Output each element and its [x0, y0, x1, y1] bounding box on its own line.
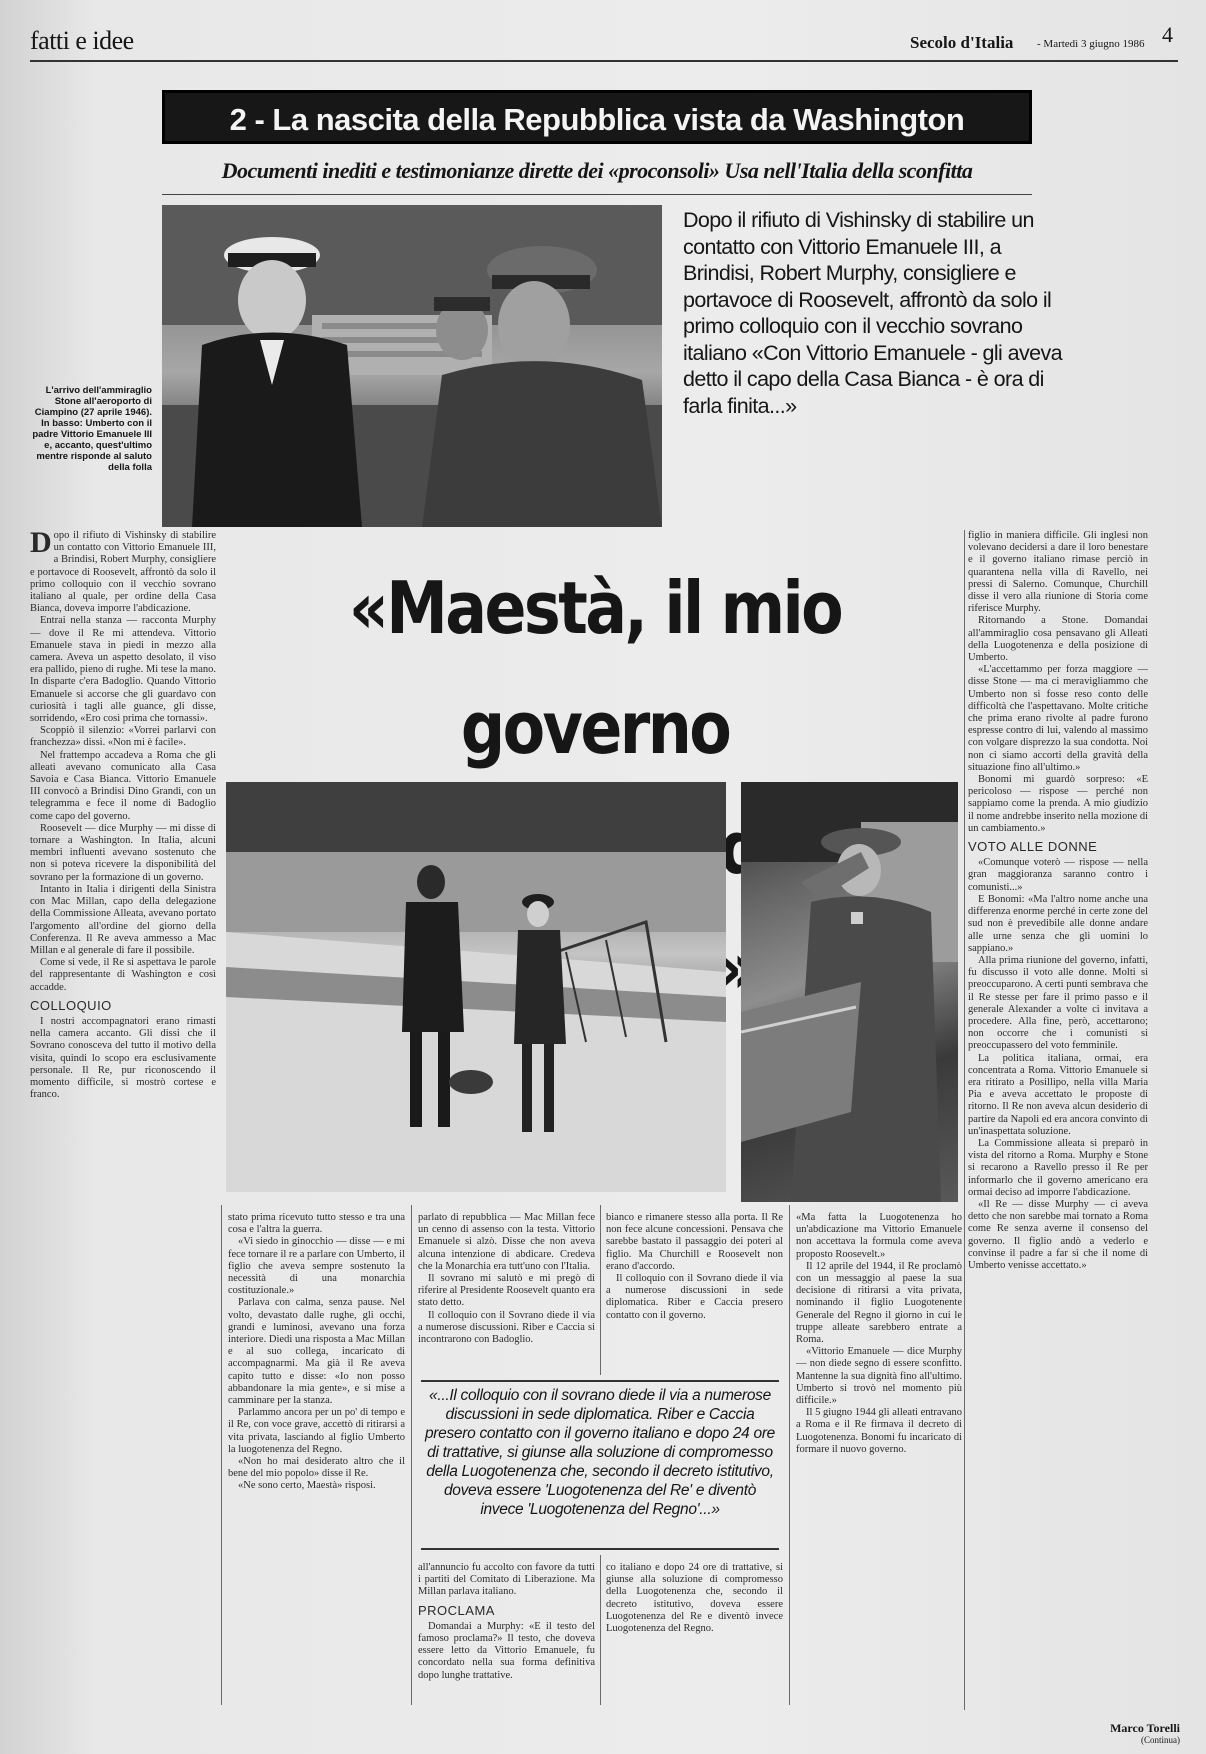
column-b1-text-b: «Vi siedo in ginocchio — disse — e mi fece tornare il re a parlare con Umberto, il figlio che aveva sempre sostenuto la necessità di una monarchia costituzionale.»: [228, 1236, 405, 1297]
pull-quote: «...Il colloquio con il sovrano diede il via a numerose discussioni in sede diplomatica. Riber e Caccia presero contatto con il governo italiano e dopo 24 ore di trattative, si giunse alla soluzione di compromesso della Luogotenenza che, secondo il decreto istitutivo, doveva essere 'Luogotenenza del Re' e diventò invece 'Luogotenenza del Regno'...»: [421, 1380, 779, 1550]
column-b3b-text-a: co italiano e dopo 24 ore di trattative, si giunse alla soluzione di compromesso della Luogotenenza che, secondo il decreto istitutivo, doveva essere Luogotenenza del Re e diventò invece Luogotenenza del Regno.: [606, 1562, 783, 1635]
column-right-text-c: «L'accettammo per forza maggiore — disse Stone — ma ci meravigliammo che Umberto non si fosse reso conto delle difficoltà che l'aspettavano. Molte critiche che prima erano rivolte al padre furono espresse contro di lui, valendo al massimo con volgare disprezzo la sua condotta. Noi non ci siamo accorti della gravità della situazione fino all'ultimo.»: [968, 664, 1148, 773]
article-column-bottom-3: [606, 1212, 783, 1372]
column-b2b-text-a: all'annuncio fu accolto con favore da tutti i partiti del Comitato di Liberazione. Ma Millan parlava italiano.: [418, 1562, 595, 1598]
photo-admiral-stone: [162, 205, 662, 527]
article-column-bottom-2: [418, 1212, 595, 1372]
column-b1-text-f: «Ne sono certo, Maestà» risposi.: [238, 1480, 376, 1492]
column-left-text-b: Entrai nella stanza — racconta Murphy — dove il Re mi attendeva. Vittorio Emanuele stava in piedi in mezzo alla camera. Aveva un aspetto desolato, il viso era pallido, pieno di rughe. Mi tese la mano. In disparte c'era Badoglio. Quando Vittorio Emanuele si accorse che gli guardavo con curiosità i tagli alle guance, gli disse, sorridendo, «Ero così prima che tornassi».: [30, 615, 216, 725]
column-rule: [789, 1205, 790, 1705]
column-right-text-f: E Bonomi: «Ma l'altro nome anche una differenza enorme perché in certe zone del sud non è prevedibile alle donne andare alle urne senza che gli uomini lo sappiano.»: [968, 893, 1148, 954]
series-banner: 2 - La nascita della Repubblica vista da Washington: [162, 90, 1032, 144]
column-b2b-text-b: Domandai a Murphy: «E il testo del famoso proclama?» Il testo, che doveva essere letto da Vittorio Emanuele, fu concordato nella sua forma definitiva dopo lunghe trattative.: [418, 1620, 595, 1681]
subhead-colloquio: COLLOQUIO: [30, 997, 112, 1013]
column-b1-text-a: stato prima ricevuto tutto stesso e tra una cosa e l'altra la guerra.: [228, 1212, 405, 1236]
article-column-bottom-2b: [418, 1562, 595, 1707]
drop-cap: D: [30, 530, 52, 559]
column-left-text-d: Nel frattempo accadeva a Roma che gli alleati avevano comunicato alla Casa Savoia e Casa Bianca. Vittorio Emanuele III convocò a Brindisi Dino Grandi, con un telegramma e fece il nome di Badoglio come capo del governo.: [30, 749, 216, 822]
author-signature: Marco Torelli: [1110, 1721, 1180, 1735]
article-column-right: [968, 530, 1148, 1695]
column-rule: [600, 1555, 601, 1705]
column-b4-text-c: «Vittorio Emanuele — dice Murphy — non diede segno di essere sconfitto. Mantenne la sua dignità fino all'ultimo. Umberto si trovò nel momento più difficile.»: [796, 1346, 962, 1407]
column-left-text-e: Roosevelt — dice Murphy — mi disse di tornare a Washington. In Italia, alcuni membri influenti avevano sostenuto che non si poteva ricevere la disponibilità del sovrano per la formazione di un governo.: [30, 822, 216, 883]
deck-rule: [162, 194, 1032, 195]
photo-king-and-umberto-illustration: [226, 782, 726, 1192]
column-right-text-d: Bonomi mi guardò sorpreso: «E pericoloso — rispose — perché non sappiamo come la prenda. A mio giudizio il nome andrebbe inserito nella mozione di un cambiamento.»: [968, 774, 1148, 834]
column-b1-text-e: «Non ho mai desiderato altro che il bene del mio popolo» disse il Re.: [228, 1456, 405, 1480]
column-right-text-h: La politica italiana, ormai, era concentrata a Roma. Vittorio Emanuele si era ritirato a Posillipo, nella villa Maria Pia e aveva accettato le proposte di ritorno. Il Re non aveva alcun desiderio di partire da Napoli ed era ancora convinto di un'inaspettata soluzione.: [968, 1052, 1148, 1137]
section-title: fatti e idee: [30, 26, 134, 55]
column-right-text-i: La Commissione alleata si preparò in vista del ritorno a Roma. Murphy e Stone si recarono a Ravello presso il Re per informarlo che il governo americano era ormai deciso ad imporre l'abdicazione.: [968, 1137, 1148, 1198]
column-b2-text-c: Il colloquio con il Sovrano diede il via a numerose discussioni. Riber e Caccia si incontrarono con Badoglio.: [418, 1309, 595, 1346]
publication-date: - Martedì 3 giugno 1986: [1037, 38, 1145, 50]
column-rule: [600, 1205, 601, 1375]
column-b4-text-a: «Ma fatta la Luogotenenza ho un'abdicazione ma Vittorio Emanuele non accettava la formula come aveva proposto Roosevelt.»: [796, 1212, 962, 1260]
article-column-left: [30, 530, 216, 1710]
column-right-text-j: «Il Re — disse Murphy — ci aveva detto che non sarebbe mai tornato a Roma come Re senza averne il consenso del governo. Il figlio andò a vederlo e convinse il padre a far sì che il nome di Umberto venisse accettato.»: [968, 1198, 1148, 1271]
photo-caption: L'arrivo dell'ammiraglio Stone all'aeroporto di Ciampino (27 aprile 1946). In basso: Umberto con il padre Vittorio Emanuele III e, accanto, quest'ultimo mentre risponde al saluto della folla: [32, 385, 152, 473]
column-rule: [964, 530, 965, 1710]
column-left-text-f: Intanto in Italia i dirigenti della Sinistra con Mac Millan, capo della delegazione della Commissione Alleata, avevano portato l'argomento all'ordine del giorno della Conferenza. Il Re aveva ammesso a Mac Millan e al generale di fare il possibile.: [30, 883, 216, 956]
column-left-text-c: Scoppiò il silenzio: «Vorrei parlarvi con franchezza» dissi. «Non mi è facile».: [30, 725, 216, 749]
column-b3-text-b: Il colloquio con il Sovrano diede il via a numerose discussioni in sede diplomatica. Riber e Caccia presero contatto con il governo.: [606, 1273, 783, 1321]
column-right-text-a: figlio in maniera difficile. Gli inglesi non volevano decidersi a dare il loro benestare e il governo italiano rimase perciò in quarantena nella villa di Ravello, nei pressi di Salerno. Comunque, Churchill disse il vero alla riunione di Storia come riferisce Murphy.: [968, 530, 1148, 615]
subhead-proclama: PROCLAMA: [418, 1602, 495, 1618]
column-left-text-a: opo il rifiuto di Vishinsky di stabilire un contatto con Vittorio Emanuele III, a Brindisi, Robert Murphy, consigliere e portavoce di Roosevelt, affrontò da solo il primo colloquio con il vecchio sovrano italiano al quale, per ordine della Casa Bianca, doveva imporre l'abdicazione.: [30, 530, 216, 615]
column-right-text-e: «Comunque voterò — rispose — nella gran maggioranza saranno contro i comunisti...»: [968, 857, 1148, 893]
column-b1-text-c: Parlava con calma, senza pause. Nel volto, devastato dalle rughe, gli occhi, grandi e luminosi, avevano una forza interiore. Diedi una risposta a Mac Millan e al suo collega, incaricato di accompagnarmi. Ma già il Re aveva capito tutto e disse: «Io non posso abbandonare la mia gente», e si mise a camminare per la stanza.: [228, 1297, 405, 1407]
intro-blurb: Dopo il rifiuto di Vishinsky di stabilire un contatto con Vittorio Emanuele III, a Brindisi, Robert Murphy, consigliere e portavoce di Roosevelt, affrontò da solo il primo colloquio con il vecchio sovrano italiano «Con Vittorio Emanuele - gli aveva detto il capo della Casa Bianca - è ora di farla finita...»: [683, 208, 1062, 418]
header-rule: [30, 60, 1178, 62]
photo-king-saluting-illustration: [741, 782, 958, 1202]
article-column-bottom-3b: [606, 1562, 783, 1707]
publication-name: Secolo d'Italia: [910, 33, 1014, 52]
column-b4-text-d: Il 5 giugno 1944 gli alleati entravano a Roma e il Re firmava il decreto di Luogotenenza. Bonomi fu incaricato di formare il nuovo governo.: [796, 1407, 962, 1455]
photo-king-saluting: [741, 782, 958, 1202]
continued-note: (Continua): [1141, 1735, 1180, 1745]
photo-king-and-umberto: [226, 782, 726, 1192]
column-rule: [411, 1205, 412, 1705]
subhead-voto-alle-donne: VOTO ALLE DONNE: [968, 839, 1098, 855]
headline-line-1: «Maestà, il mio governo: [348, 566, 842, 770]
page-number: 4: [1162, 22, 1173, 47]
article-column-bottom-1: [228, 1212, 405, 1702]
column-right-text-g: Alla prima riunione del governo, infatti, fu discusso il voto alle donne. Molti si preoccuparono. A certi punti sembrava che il Re stesse per fare il primo passo e il generale Alexander a volte ci invitava a procedere. Alla fine, però, accettarono; non occorre che i comunisti si preoccupassero del voto femminile.: [968, 954, 1148, 1052]
article-column-bottom-4: [796, 1212, 962, 1702]
column-b2-text-a: parlato di repubblica — Mac Millan fece un cenno di assenso con la testa. Vittorio Emanuele si alzò. Disse che non aveva alcuna intenzione di abdicare. Credeva che la Monarchia era tutt'uno con l'Italia.: [418, 1212, 595, 1272]
deck-subtitle: Documenti inediti e testimonianze dirette dei «proconsoli» Usa nell'Italia della sconfitta: [221, 158, 973, 183]
column-b4-text-b: Il 12 aprile del 1944, il Re proclamò con un messaggio al paese la sua decisione di ritirarsi a vita privata, nominando il figlio Luogotenente Generale del Regno il giorno in cui le truppe alleate sarebbero entrate a Roma.: [796, 1260, 962, 1346]
column-right-text-b: Ritornando a Stone. Domandai all'ammiraglio cosa pensavano gli Alleati della Luogotenenza e della posizione di Umberto.: [968, 615, 1148, 664]
column-b2-text-b: Il sovrano mi salutò e mi pregò di riferire al Presidente Roosevelt quanto era stato detto.: [418, 1273, 595, 1309]
column-b3-text-a: bianco e rimanere stesso alla porta. Il Re non fece alcune concessioni. Pensava che sarebbe bastato il passaggio dei poteri al figlio. Ma Churchill e Roosevelt non erano d'accordo.: [606, 1212, 783, 1272]
photo-admiral-stone-illustration: [162, 205, 662, 527]
column-left-text-g: Come si vede, il Re si aspettava le parole del rappresentante di Washington e così accadde.: [30, 957, 216, 993]
column-rule: [221, 1205, 222, 1705]
column-left-text-h: I nostri accompagnatori erano rimasti nella camera accanto. Gli dissi che il Sovrano conosceva del tutto il motivo della visita, quindi lo scopo era esclusivamente personale. Il Re, pur riconoscendo il momento difficile, si mostrò cortese e franco.: [30, 1015, 216, 1101]
column-b1-text-d: Parlammo ancora per un po' di tempo e il Re, con voce grave, accettò di ritirarsi a vita privata, lasciando al figlio Umberto la luogotenenza del Regno.: [228, 1407, 405, 1455]
